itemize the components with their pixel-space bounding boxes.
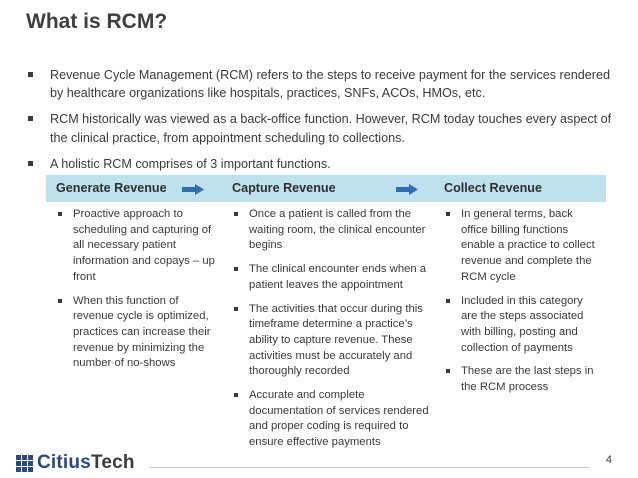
bullet-square-icon bbox=[234, 267, 238, 271]
bullet-square-icon bbox=[446, 369, 450, 373]
intro-bullet-list bbox=[26, 66, 616, 181]
column-bullet bbox=[58, 294, 218, 373]
intro-bullet-text: RCM historically was viewed as a back-office function. However, RCM today touches every aspect of the clinical practice, from appointment scheduling to collections. bbox=[50, 112, 612, 145]
bullet-square-icon bbox=[234, 393, 238, 397]
column-bullet bbox=[234, 388, 434, 451]
bullet-square-icon bbox=[446, 212, 450, 216]
column-bullet-text: In general terms, back office billing functions enable a practice to collect revenue and complete the RCM cycle bbox=[461, 208, 595, 283]
header-generate-revenue: Generate Revenue bbox=[56, 181, 167, 195]
slide-title: What is RCM? bbox=[26, 10, 168, 33]
column-bullet-text: The clinical encounter ends when a patient leaves the appointment bbox=[249, 263, 427, 291]
column-bullet-text: Accurate and complete documentation of services rendered and proper coding is required to ensure effective payments bbox=[249, 389, 429, 449]
column-bullet-text: Once a patient is called from the waiting room, the clinical encounter begins bbox=[249, 208, 426, 252]
column-bullet bbox=[446, 207, 598, 286]
bullet-square-icon bbox=[234, 307, 238, 311]
intro-bullet bbox=[26, 155, 616, 173]
logo-text-citius: Citius bbox=[37, 452, 91, 473]
intro-bullet-text: Revenue Cycle Management (RCM) refers to the steps to receive payment for the services rendered by healthcare organizations like hospitals, practices, SNFs, ACOs, HMOs, etc. bbox=[50, 68, 610, 101]
logo-grid-icon bbox=[16, 455, 33, 472]
bullet-square-icon bbox=[234, 212, 238, 216]
citiustech-logo bbox=[16, 452, 135, 474]
bullet-square-icon bbox=[28, 72, 33, 77]
generate-revenue-column bbox=[58, 207, 218, 380]
bullet-square-icon bbox=[28, 161, 33, 166]
column-bullet bbox=[234, 207, 434, 254]
intro-bullet bbox=[26, 66, 616, 102]
bullet-square-icon bbox=[58, 212, 62, 216]
intro-bullet-text: A holistic RCM comprises of 3 important functions. bbox=[50, 156, 331, 171]
logo-wordmark bbox=[37, 452, 135, 474]
page-number: 4 bbox=[605, 454, 612, 466]
function-header-band bbox=[46, 175, 606, 202]
column-bullet bbox=[446, 294, 598, 357]
collect-revenue-column bbox=[446, 207, 598, 404]
column-bullet-text: Included in this category are the steps associated with billing, posting and collection of payments bbox=[461, 294, 584, 354]
header-collect-revenue: Collect Revenue bbox=[444, 181, 542, 195]
column-bullet-text: These are the last steps in the RCM process bbox=[461, 365, 594, 394]
column-bullet bbox=[234, 302, 434, 381]
intro-bullet bbox=[26, 110, 616, 146]
column-bullet-text: When this function of revenue cycle is optimized, practices can increase their revenue by minimizing the number of no-shows bbox=[73, 294, 211, 370]
header-capture-revenue: Capture Revenue bbox=[232, 181, 336, 195]
column-bullet bbox=[446, 364, 598, 395]
right-arrow-icon bbox=[182, 184, 204, 195]
column-bullet bbox=[58, 207, 218, 286]
right-arrow-icon bbox=[396, 184, 418, 195]
column-bullet-text: Proactive approach to scheduling and capturing of all necessary patient information and copays – up front bbox=[73, 208, 215, 283]
bullet-square-icon bbox=[28, 116, 33, 121]
bullet-square-icon bbox=[58, 299, 62, 303]
footer-divider bbox=[150, 467, 590, 468]
capture-revenue-column bbox=[234, 207, 434, 459]
column-bullet-text: The activities that occur during this timeframe determine a practice’s ability to capture revenue. These activities must be accurately and thoroughly recorded bbox=[249, 302, 423, 378]
bullet-square-icon bbox=[446, 299, 450, 303]
logo-text-tech: Tech bbox=[90, 452, 135, 473]
column-bullet bbox=[234, 262, 434, 293]
